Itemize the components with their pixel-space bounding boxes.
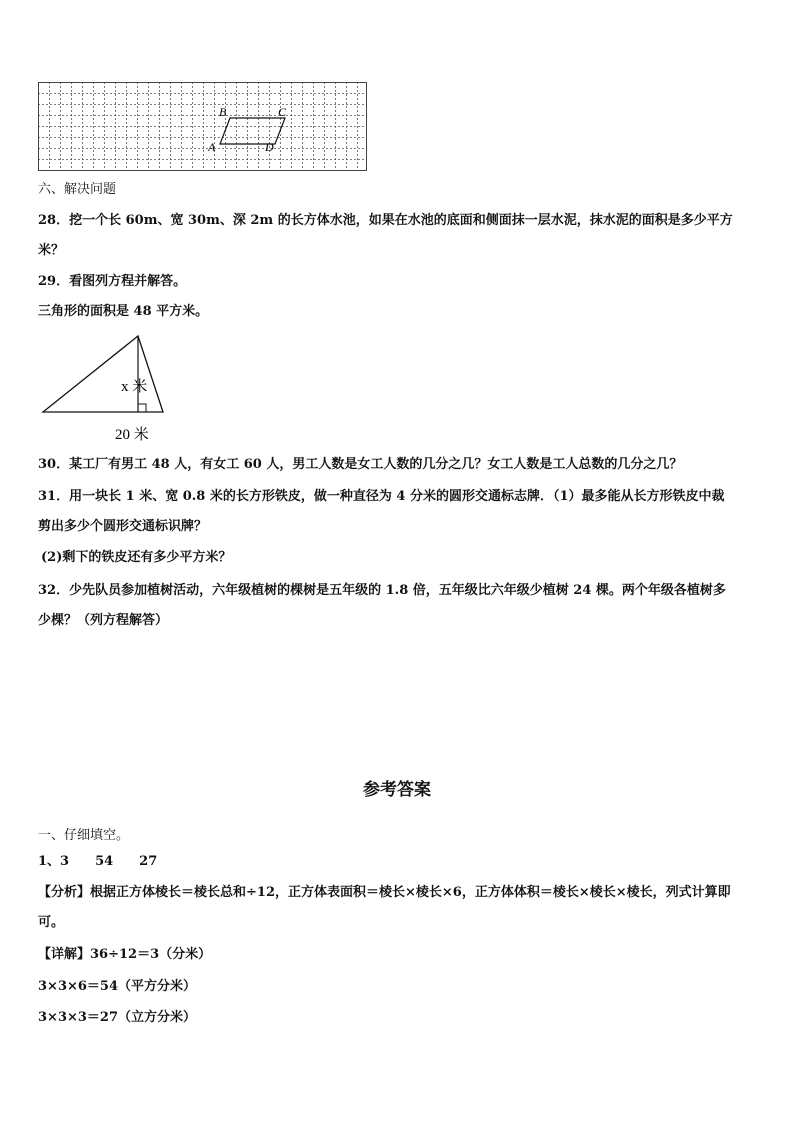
q32-line1: 32．少先队员参加植树活动，六年级植树的棵树是五年级的 1.8 倍，五年级比六年级少植树 24 棵。两个年级各植树多: [38, 583, 726, 598]
point-label-b: B: [219, 105, 227, 119]
height-label: x 米: [121, 379, 148, 395]
detail-line1: 【详解】36÷12＝3（分米）: [38, 947, 212, 962]
analysis-line2: 可。: [38, 915, 65, 930]
q29-condition: 三角形的面积是 48 平方米。: [38, 304, 209, 319]
q31-line1: 31．用一块长 1 米、宽 0.8 米的长方形铁皮，做一种直径为 4 分米的圆形交通标志牌．（1）最多能从长方形铁皮中裁: [38, 489, 725, 504]
q31-line2: 剪出多少个圆形交通标识牌？: [38, 519, 208, 534]
q28-line1: 28．挖一个长 60m、宽 30m、深 2m 的长方体水池，如果在水池的底面和侧面抹一层水泥，抹水泥的面积是多少平方: [38, 213, 733, 228]
parallelogram-abcd: [220, 118, 285, 144]
point-label-c: C: [278, 105, 287, 119]
answers-section1-heading: 一、仔细填空。: [38, 828, 130, 843]
q30-text: 30．某工厂有男工 48 人，有女工 60 人，男工人数是女工人数的几分之几？女工人数是工人总数的几分之几？: [38, 457, 683, 472]
grid-figure: [38, 82, 368, 172]
q32-line2: 少棵？（列方程解答）: [38, 613, 169, 628]
answers-title: 参考答案: [363, 780, 431, 800]
answer-1-values: 1、3 54 27: [38, 854, 158, 869]
point-label-d: D: [265, 140, 274, 154]
triangle: [43, 336, 163, 412]
analysis-line1: 【分析】根据正方体棱长＝棱长总和÷12，正方体表面积＝棱长×棱长×6，正方体体积＝棱长×棱长×棱长，列式计算即: [38, 885, 731, 900]
right-angle-mark: [138, 404, 146, 412]
q29-text: 29．看图列方程并解答。: [38, 274, 187, 289]
triangle-figure: [38, 330, 178, 446]
detail-line2: 3×3×6＝54（平方分米）: [38, 979, 197, 994]
base-label: 20 米: [115, 427, 149, 443]
detail-line3: 3×3×3＝27（立方分米）: [38, 1010, 197, 1025]
q31-line3: (2)剩下的铁皮还有多少平方米？: [41, 550, 232, 565]
section6-heading: 六、解决问题: [38, 182, 117, 197]
q28-line2: 米？: [38, 243, 65, 258]
point-label-a: A: [208, 140, 216, 154]
